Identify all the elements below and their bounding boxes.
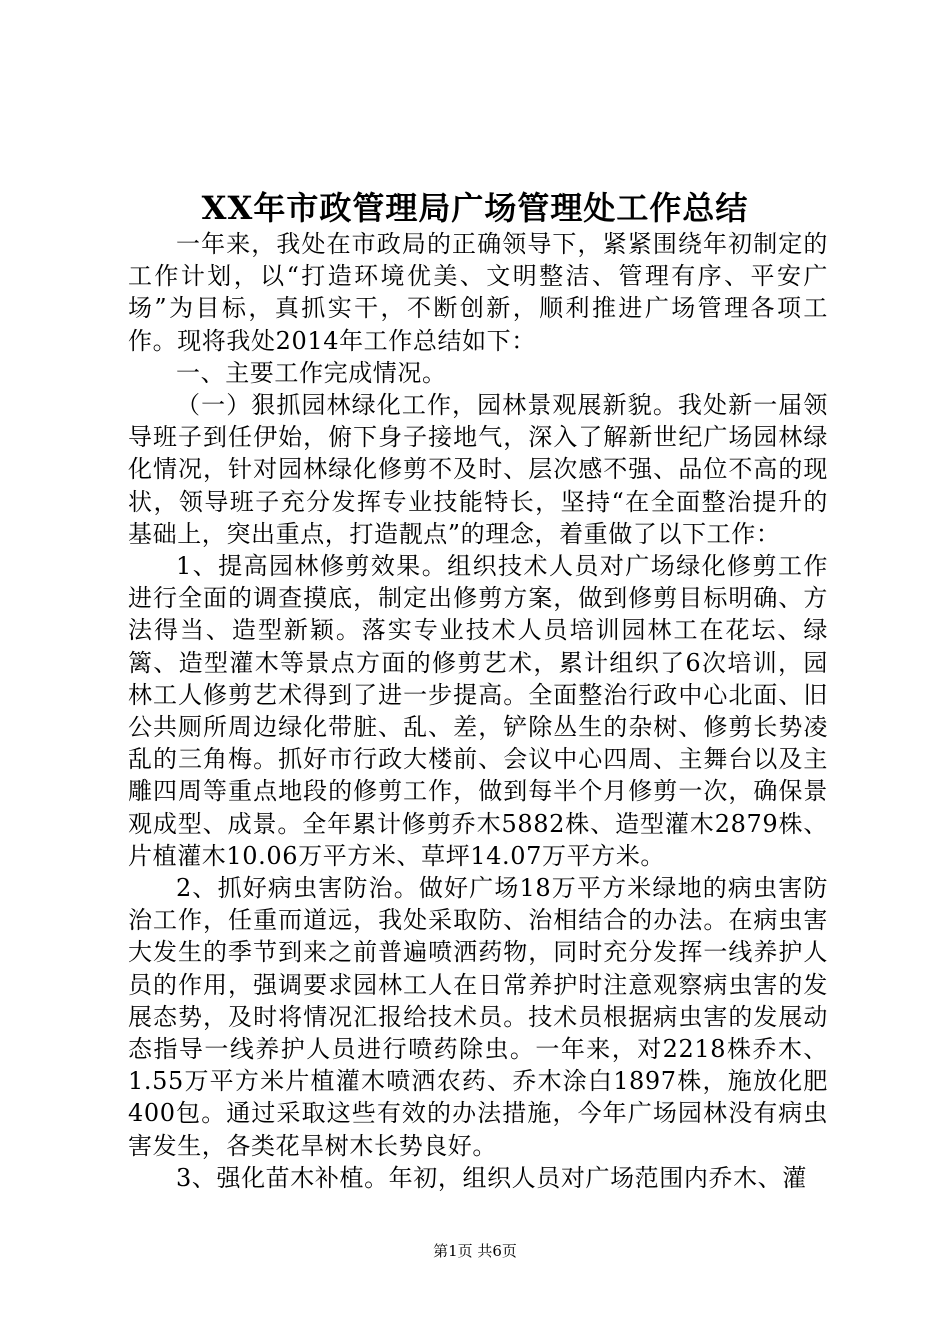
paragraph-landscaping: （一）狠抓园林绿化工作，园林景观展新貌。我处新一届领导班子到任伊始，俯下身子接地气，深入了解新世纪广场园林绿化情况，针对园林绿化修剪不及时、层次感不强、品位不高的现状，领导班子充分发挥专业技能特长，坚持“在全面整治提升的基础上，突出重点，打造靓点”的理念，着重做了以下工作： [128,391,828,548]
page-number-footer: 第1页 共6页 [433,1242,517,1260]
section-heading-main-work: 一、主要工作完成情况。 [176,358,447,387]
paragraph-pest-control: 2、抓好病虫害防治。做好广场18万平方米绿地的病虫害防治工作，任重而道远，我处采取防、治相结合的办法。在病虫害大发生的季节到来之前普遍喷洒药物，同时充分发挥一线养护人员的作用，强调要求园林工人在日常养护时注意观察病虫害的发展态势，及时将情况汇报给技术员。技术员根据病虫害的发展动态指导一线养护人员进行喷药除虫。一年来，对2218株乔木、1.55万平方米片植灌木喷洒农药、乔木涂白1897株，施放化肥400包。通过采取这些有效的办法措施，今年广场园林没有病虫害发生，各类花旱树木长势良好。 [128,874,828,1160]
paragraph-intro: 一年来，我处在市政局的正确领导下，紧紧围绕年初制定的工作计划，以“打造环境优美、文明整洁、管理有序、平安广场”为目标，真抓实干，不断创新，顺利推进广场管理各项工作。现将我处2014年工作总结如下： [128,230,828,355]
document-body [128,228,828,1194]
paragraph-seedling-replanting: 3、强化苗木补植。年初，组织人员对广场范围内乔木、灌 [176,1163,807,1192]
document-title: XX年市政管理局广场管理处工作总结 [201,189,749,227]
paragraph-pruning: 1、提高园林修剪效果。组织技术人员对广场绿化修剪工作进行全面的调查摸底，制定出修剪方案，做到修剪目标明确、方法得当、造型新颖。落实专业技术人员培训园林工在花坛、绿篱、造型灌木等景点方面的修剪艺术，累计组织了6次培训，园林工人修剪艺术得到了进一步提高。全面整治行政中心北面、旧公共厕所周边绿化带脏、乱、差，铲除丛生的杂树、修剪长势凌乱的三角梅。抓好市行政大楼前、会议中心四周、主舞台以及主雕四周等重点地段的修剪工作，做到每半个月修剪一次，确保景观成型、成景。全年累计修剪乔木5882株、造型灌木2879株、片植灌木10.06万平方米、草坪14.07万平方米。 [128,552,828,870]
